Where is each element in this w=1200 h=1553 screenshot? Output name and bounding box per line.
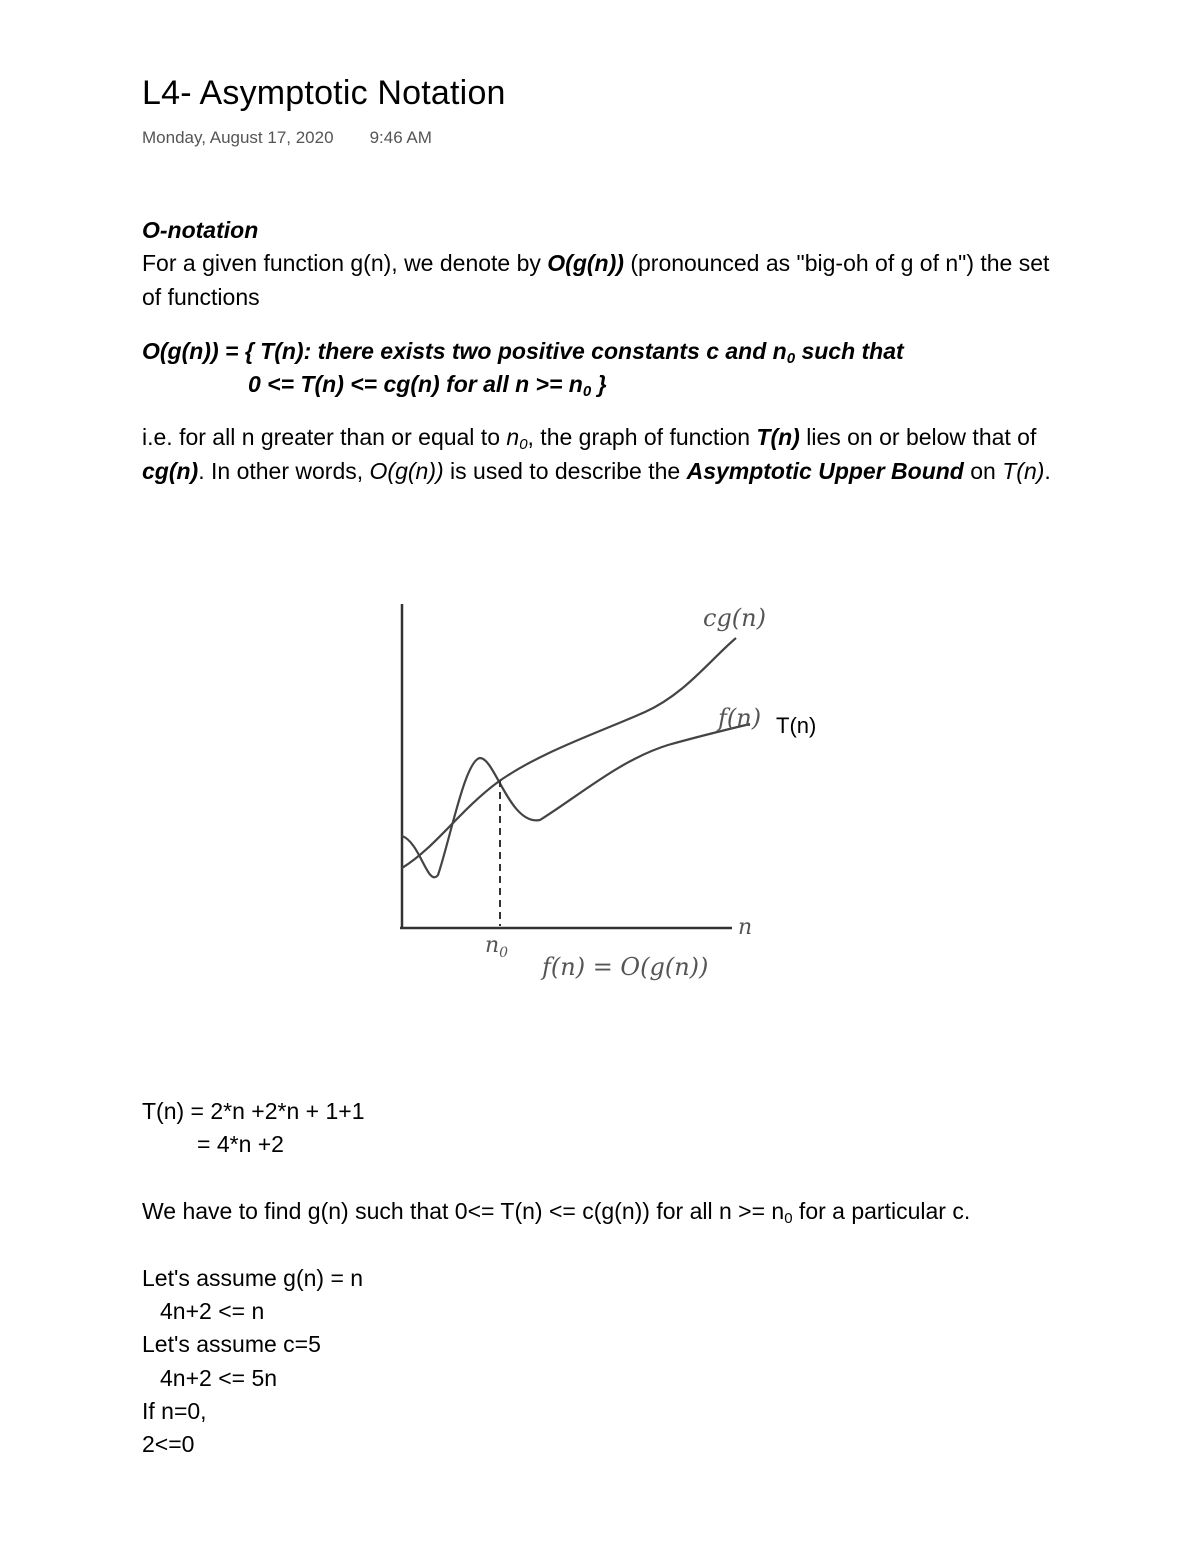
asymptotic-figure: [380, 590, 860, 1010]
section-heading: O-notation: [142, 217, 259, 243]
definition-line-2: 0 <= T(n) <= cg(n) for all $n >= n_0$ }: [248, 371, 607, 400]
page-title: L4- Asymptotic Notation: [142, 74, 506, 112]
page-time: 9:46 AM: [369, 128, 432, 147]
figure-caption: f(n) = O(g(n)): [542, 953, 709, 981]
cg-label: cg(n): [703, 604, 766, 632]
find-line: We have to find g(n) such that 0<= T(n) <= c(g(n)) for all $n >= n_0$ for a particular c.: [142, 1198, 971, 1227]
cg-curve: [402, 638, 736, 868]
if-n-line: If n=0,: [142, 1398, 207, 1424]
explanation-line-1: i.e. for all n greater than or equal to $n_0$, the graph of function T(n) lies on or below that of: [142, 424, 1037, 453]
page-timestamp: [142, 128, 432, 148]
n-axis-label: n: [738, 915, 753, 940]
intro-big-o: O(g(n)): [547, 250, 624, 276]
assume-g-line: Let's assume g(n) = n: [142, 1265, 364, 1291]
n0-label: $n_0$: [485, 933, 509, 961]
intro-line-2: of functions: [142, 284, 260, 310]
intro-line-1: For a given function g(n), we denote by O(g(n)) (pronounced as "big-oh of g of n") the set: [142, 250, 1050, 276]
f-label: f(n): [718, 704, 762, 732]
result-line: 2<=0: [142, 1431, 195, 1457]
work-line-1: T(n) = 2*n +2*n + 1+1: [142, 1098, 365, 1124]
assume-c-line: Let's assume c=5: [142, 1331, 321, 1357]
f-curve: [402, 724, 750, 877]
inequality-2: 4n+2 <= 5n: [160, 1365, 278, 1391]
definition-line-1: O(g(n)) = { T(n): there exists two positive constants c and $n_0$ such that: [142, 338, 904, 367]
inequality-1: 4n+2 <= n: [160, 1298, 265, 1324]
explanation-line-2: cg(n). In other words, O(g(n)) is used to describe the Asymptotic Upper Bound on T(n).: [142, 458, 1051, 484]
tn-label: T(n): [776, 713, 817, 738]
page-date: Monday, August 17, 2020: [142, 128, 334, 147]
work-line-2: = 4*n +2: [197, 1131, 284, 1157]
